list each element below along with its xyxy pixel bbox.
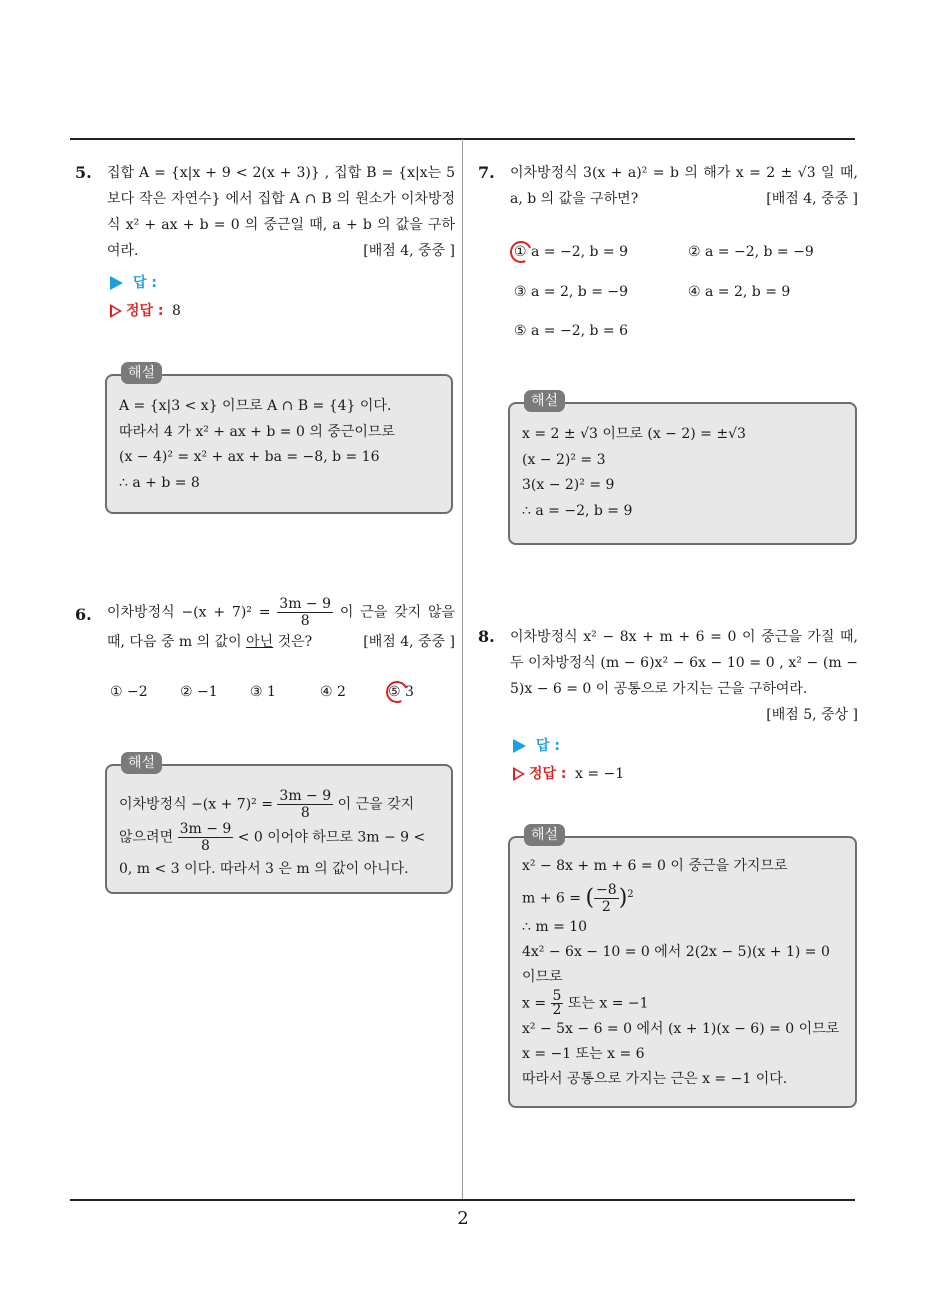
explanation-line: 3(x − 2)² = 9: [522, 477, 615, 493]
problem-score: [배점 4, 중중 ]: [363, 243, 455, 259]
fraction: [277, 596, 333, 629]
explanation-text: 이차방정식 −(x + 7)² =: [119, 796, 273, 813]
explanation-text: m + 6 =: [522, 890, 581, 907]
explanation-line: ∴ m = 10: [522, 919, 588, 936]
explanation-box-7: [508, 393, 857, 545]
choice-1[interactable]: ① a = −2, b = 9: [514, 244, 629, 260]
explanation-line: 따라서 공통으로 가지는 근은 x = −1 이다.: [522, 1071, 788, 1088]
correct-label: 정답 :: [126, 303, 164, 319]
problem-5: [75, 160, 455, 264]
choice-2[interactable]: ② a = −2, b = −9: [688, 244, 814, 260]
problem-6: [75, 596, 455, 655]
selected-answer-mark: [507, 238, 535, 266]
explanation-line: ∴ a + b = 8: [119, 474, 200, 491]
triangle-outline-icon: [513, 767, 525, 781]
choice-5[interactable]: ⑤ 3: [388, 684, 414, 700]
correct-label: 정답 :: [529, 766, 567, 782]
explanation-text: 또는 x = −1: [567, 995, 649, 1012]
fraction-numerator: 5: [552, 988, 562, 1005]
explanation-box-8: 해설 x² − 8x + m + 6 = 0 이 중근을 가지므로 m + 6 = ( $\frac{-8}{2}$ )$^2$ ∴ m = 10 4x² − 6x − 10 = 0 에서 2(2x − 5)(x + 1) = 0 이므로 x = $\frac{5}{2}$ 또는 x = −1 x² − 5x − 6 = 0 에서 (x + 1)(x − 6) = 0 이므로 x = −1 또는 x = 6 따라서 공통으로 가지는 근은 x = −1 이다.: [508, 836, 857, 1108]
explanation-line: x = −1 또는 x = 6: [522, 1046, 645, 1063]
explanation-line: (x − 2)² = 3: [522, 451, 606, 468]
explanation-line: 따라서 4 가 x² + ax + b = 0 의 중근이므로: [119, 423, 395, 440]
explanation-text: 0, m < 3 이다. 따라서 3 은 m 의 값이 아니다.: [119, 861, 409, 877]
explanation-box-6: [105, 755, 453, 894]
problem-score: [배점 5, 중상 ]: [766, 707, 858, 723]
choice-5[interactable]: ⑤ a = −2, b = 6: [514, 323, 629, 339]
correct-line-8: [513, 763, 624, 783]
fraction: [594, 882, 619, 915]
answer-line-5: [110, 272, 157, 292]
choice-1[interactable]: ① −2: [110, 684, 148, 700]
explanation-text: 이 근을 갖지: [337, 796, 415, 813]
explanation-tag: 해설: [121, 752, 162, 774]
choices-7: [512, 244, 852, 344]
underlined-word: 아닌: [246, 634, 274, 650]
page-number: 2: [457, 1208, 469, 1229]
fraction-denominator: 2: [552, 1002, 562, 1019]
choice-3[interactable]: ③ a = 2, b = −9: [514, 284, 629, 300]
explanation-line: ∴ a = −2, b = 9: [522, 502, 633, 519]
correct-line-5: [110, 300, 181, 320]
explanation-line: x² − 5x − 6 = 0 에서 (x + 1)(x − 6) = 0 이므로: [522, 1021, 840, 1038]
explanation-line: 이므로: [522, 969, 563, 986]
choice-3[interactable]: ③ 1: [250, 684, 276, 700]
fraction-denominator: 8: [200, 838, 210, 854]
problem-text: 이차방정식 −(x + 7)² =: [107, 604, 271, 621]
correct-value: x = −1: [574, 766, 625, 782]
problem-score: [배점 4, 중중 ]: [363, 634, 455, 650]
problem-number: 8.: [478, 627, 495, 646]
choice-4[interactable]: ④ a = 2, b = 9: [688, 284, 791, 300]
column-divider: [462, 139, 463, 1201]
fraction-denominator: 8: [300, 805, 310, 821]
explanation-text: 않으려면: [119, 829, 174, 846]
problem-number: 7.: [478, 163, 495, 182]
triangle-outline-icon: [110, 304, 122, 318]
choices-6: [110, 684, 450, 704]
explanation-line: A = {x|3 < x} 이므로 A ∩ B = {4} 이다.: [119, 398, 392, 414]
answer-label: 답 :: [536, 738, 560, 754]
explanation-tag: 해설: [524, 824, 565, 846]
play-icon: [513, 739, 526, 753]
explanation-text: x =: [522, 995, 547, 1012]
fraction-numerator: 3m − 9: [179, 821, 232, 837]
explanation-tag: 해설: [524, 390, 565, 412]
fraction-numerator: 3m − 9: [279, 788, 332, 804]
exponent: 2: [627, 889, 634, 900]
fraction-numerator: 3m − 9: [279, 596, 332, 612]
explanation-tag: 해설: [121, 362, 162, 384]
choice-4[interactable]: ④ 2: [320, 684, 346, 700]
answer-line-8: [513, 735, 560, 755]
problem-text: 집합 A = {x|x + 9 < 2(x + 3)} , 집합 B = {x|x는 5보다 작은 자연수} 에서 집합 A ∩ B 의 원소가 이차방정식 x² + ax + b = 0 의 중근일 때, a + b 의 값을 구하여라.: [107, 165, 455, 259]
problem-7: [478, 160, 858, 212]
selected-answer-mark: [383, 678, 411, 706]
fraction-denominator: 8: [300, 613, 310, 629]
problem-text: 것은?: [277, 634, 313, 650]
fraction-denominator: 2: [601, 899, 611, 916]
explanation-text: < 0 이어야 하므로 3m − 9 <: [237, 829, 426, 846]
problem-text: 이차방정식 x² − 8x + m + 6 = 0 이 중근을 가질 때, 두 이차방정식 (m − 6)x² − 6x − 10 = 0 , x² − (m − 5)x − 6 = 0 이 공통으로 가지는 근을 구하여라.: [510, 629, 858, 697]
correct-value: 8: [171, 303, 181, 319]
problem-score: [배점 4, 중중 ]: [766, 191, 858, 207]
fraction-numerator: −8: [596, 882, 617, 899]
fraction: [551, 990, 564, 1017]
choice-2[interactable]: ② −1: [180, 684, 218, 700]
play-icon: [110, 276, 123, 290]
explanation-line: 4x² − 6x − 10 = 0 에서 2(2x − 5)(x + 1) = 0: [522, 944, 830, 961]
fraction: [178, 821, 234, 854]
explanation-line: x² − 8x + m + 6 = 0 이 중근을 가지므로: [522, 858, 788, 874]
explanation-line: x = 2 ± √3 이므로 (x − 2) = ±√3: [522, 426, 746, 442]
explanation-line: (x − 4)² = x² + ax + ba = −8, b = 16: [119, 449, 380, 465]
problem-text: 이 근을 갖지 않을 때, 다음 중 m 의 값이: [107, 604, 455, 650]
bottom-rule: [70, 1199, 855, 1201]
fraction: [277, 788, 333, 821]
explanation-box-5: [105, 365, 453, 514]
problem-number: 5.: [75, 163, 92, 182]
answer-label: 답 :: [133, 275, 157, 291]
problem-number: 6.: [75, 605, 92, 624]
problem-8: [478, 624, 858, 728]
problem-text: 이차방정식 3(x + a)² = b 의 해가 x = 2 ± √3 일 때, a, b 의 값을 구하면?: [510, 165, 858, 207]
